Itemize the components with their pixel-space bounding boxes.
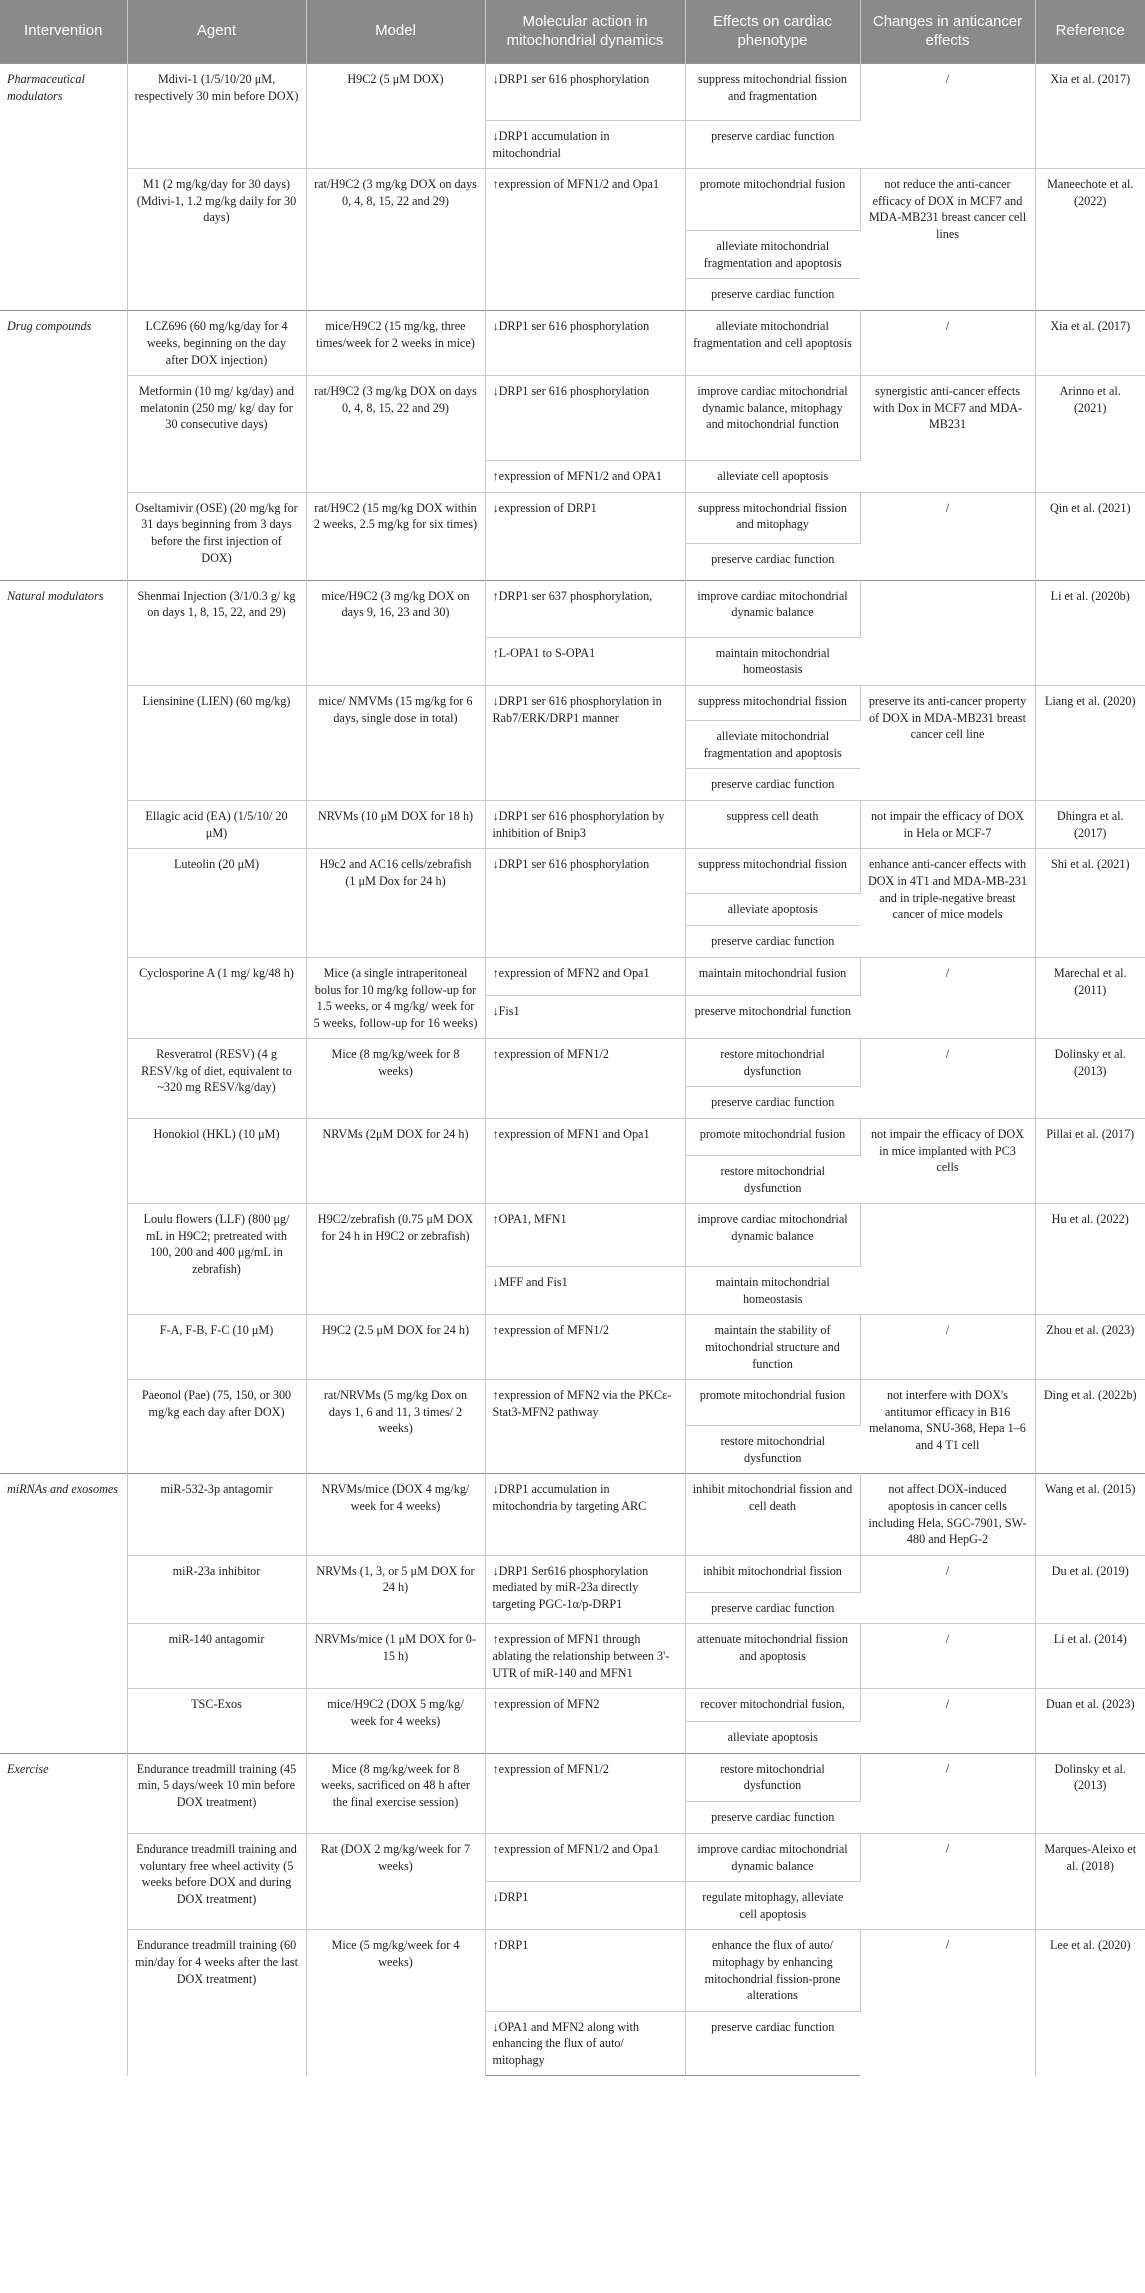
molecular-action-cell: ↓DRP1 ser 616 phosphorylation [485,311,685,376]
molecular-action-cell: ↓OPA1 and MFN2 along with enhancing the flux of auto/ mitophagy [485,2011,685,2076]
agent-cell: Resveratrol (RESV) (4 g RESV/kg of diet, equivalent to ~320 mg RESV/kg/day) [127,1039,306,1119]
cardiac-effect-cell: promote mitochondrial fusion [685,1380,860,1426]
cardiac-effect-cell: maintain mitochondrial homeostasis [685,637,860,685]
reference-cell: Ding et al. (2022b) [1035,1380,1145,1474]
table-row [0,1380,1145,1426]
cardiac-effect-cell: recover mitochondrial fusion, [685,1689,860,1722]
anticancer-cell [860,580,1035,685]
reference-cell: Dhingra et al. (2017) [1035,801,1145,849]
cardiac-effect-cell: restore mitochondrial dysfunction [685,1426,860,1474]
header-molecular-action: Molecular action in mitochondrial dynamics [485,0,685,64]
reference-cell: Xia et al. (2017) [1035,64,1145,169]
model-cell: Rat (DOX 2 mg/kg/week for 7 weeks) [306,1833,485,1929]
agent-cell: Shenmai Injection (3/1/0.3 g/ kg on days 1, 8, 15, 22, and 29) [127,580,306,685]
agent-cell: Oseltamivir (OSE) (20 mg/kg for 31 days beginning from 3 days before the first injection of DOX) [127,492,306,580]
table-row [0,685,1145,720]
cardiac-effect-cell: preserve cardiac function [685,121,860,169]
model-cell: Mice (8 mg/kg/week for 8 weeks, sacrificed on 48 h after the final exercise session) [306,1753,485,1833]
molecular-action-cell: ↑expression of MFN1/2 and OPA1 [485,461,685,493]
model-cell: NRVMs (1, 3, or 5 μM DOX for 24 h) [306,1555,485,1624]
anticancer-cell: / [860,1624,1035,1689]
reference-cell: Arinno et al. (2021) [1035,376,1145,493]
model-cell: rat/NRVMs (5 mg/kg Dox on days 1, 6 and 11, 3 times/ 2 weeks) [306,1380,485,1474]
header-intervention: Intervention [0,0,127,64]
reference-cell: Li et al. (2014) [1035,1624,1145,1689]
anticancer-cell: / [860,1753,1035,1833]
cardiac-effect-cell: alleviate mitochondrial fragmentation and apoptosis [685,231,860,279]
model-cell: mice/ NMVMs (15 mg/kg for 6 days, single dose in total) [306,685,485,800]
model-cell: mice/H9C2 (DOX 5 mg/kg/ week for 4 weeks) [306,1689,485,1754]
cardiac-effect-cell: preserve cardiac function [685,543,860,580]
cardiac-effect-cell: maintain mitochondrial fusion [685,957,860,995]
table-row [0,169,1145,231]
cardiac-effect-cell: restore mitochondrial dysfunction [685,1753,860,1801]
agent-cell: Cyclosporine A (1 mg/ kg/48 h) [127,957,306,1038]
molecular-action-cell: ↑DRP1 ser 637 phosphorylation, [485,580,685,637]
reference-cell: Xia et al. (2017) [1035,311,1145,376]
table-row [0,1930,1145,2011]
cardiac-effect-cell: alleviate mitochondrial fragmentation and apoptosis [685,720,860,768]
table-row [0,849,1145,894]
molecular-action-cell: ↑expression of MFN1/2 [485,1039,685,1119]
cardiac-effect-cell: suppress mitochondrial fission and mitophagy [685,492,860,543]
molecular-action-cell: ↓DRP1 Ser616 phosphorylation mediated by miR-23a directly targeting PGC-1α/p-DRP1 [485,1555,685,1624]
molecular-action-cell: ↓DRP1 ser 616 phosphorylation [485,849,685,958]
table-row [0,376,1145,461]
cardiac-effect-cell: inhibit mitochondrial fission [685,1555,860,1592]
molecular-action-cell: ↓expression of DRP1 [485,492,685,580]
model-cell: rat/H9C2 (3 mg/kg DOX on days 0, 4, 8, 15, 22 and 29) [306,376,485,493]
agent-cell: TSC-Exos [127,1689,306,1754]
intervention-category: Natural modulators [0,580,127,1474]
cardiac-effect-cell: preserve cardiac function [685,1592,860,1624]
anticancer-cell: / [860,1555,1035,1624]
cardiac-effect-cell: maintain the stability of mitochondrial structure and function [685,1315,860,1380]
molecular-action-cell: ↑expression of MFN1 and Opa1 [485,1119,685,1204]
table-row [0,1833,1145,1881]
table-row [0,64,1145,121]
cardiac-effect-cell: preserve cardiac function [685,2011,860,2076]
reference-cell: Marechal et al. (2011) [1035,957,1145,1038]
model-cell: H9C2 (5 μM DOX) [306,64,485,169]
intervention-category: miRNAs and exosomes [0,1474,127,1753]
reference-cell: Duan et al. (2023) [1035,1689,1145,1754]
cardiac-effect-cell: maintain mitochondrial homeostasis [685,1267,860,1315]
molecular-action-cell: ↑expression of MFN1/2 and Opa1 [485,1833,685,1881]
reference-cell: Dolinsky et al. (2013) [1035,1753,1145,1833]
anticancer-cell: / [860,311,1035,376]
anticancer-cell: / [860,64,1035,169]
agent-cell: Loulu flowers (LLF) (800 μg/ mL in H9C2; pretreated with 100, 200 and 400 μg/mL in zebrafish) [127,1204,306,1315]
reference-cell: Li et al. (2020b) [1035,580,1145,685]
cardiac-effect-cell: promote mitochondrial fusion [685,169,860,231]
cardiac-effect-cell: improve cardiac mitochondrial dynamic balance [685,580,860,637]
molecular-action-cell: ↓DRP1 accumulation in mitochondria by targeting ARC [485,1474,685,1555]
agent-cell: M1 (2 mg/kg/day for 30 days) (Mdivi-1, 1.2 mg/kg daily for 30 days) [127,169,306,311]
anticancer-cell: preserve its anti-cancer property of DOX in MDA-MB231 breast cancer cell line [860,685,1035,800]
molecular-action-cell: ↓DRP1 ser 616 phosphorylation [485,64,685,121]
anticancer-cell: / [860,492,1035,580]
table-row [0,1555,1145,1592]
anticancer-cell: / [860,1833,1035,1929]
model-cell: NRVMs (2μM DOX for 24 h) [306,1119,485,1204]
anticancer-cell: not impair the efficacy of DOX in Hela or MCF-7 [860,801,1035,849]
reference-cell: Zhou et al. (2023) [1035,1315,1145,1380]
table-body [0,64,1145,2076]
model-cell: H9C2/zebrafish (0.75 μM DOX for 24 h in H9C2 or zebrafish) [306,1204,485,1315]
model-cell: NRVMs (10 μM DOX for 18 h) [306,801,485,849]
agent-cell: miR-140 antagomir [127,1624,306,1689]
model-cell: NRVMs/mice (DOX 4 mg/kg/ week for 4 weeks) [306,1474,485,1555]
cardiac-effect-cell: enhance the flux of auto/ mitophagy by enhancing mitochondrial fission-prone alterations [685,1930,860,2011]
molecular-action-cell: ↓DRP1 [485,1882,685,1930]
table-row [0,311,1145,376]
molecular-action-cell: ↓DRP1 ser 616 phosphorylation [485,376,685,461]
anticancer-cell: not impair the efficacy of DOX in mice implanted with PC3 cells [860,1119,1035,1204]
model-cell: H9c2 and AC16 cells/zebrafish (1 μM Dox for 24 h) [306,849,485,958]
reference-cell: Marques-Aleixo et al. (2018) [1035,1833,1145,1929]
molecular-action-cell: ↑expression of MFN1/2 [485,1315,685,1380]
cardiac-effect-cell: alleviate apoptosis [685,1722,860,1754]
model-cell: H9C2 (2.5 μM DOX for 24 h) [306,1315,485,1380]
reference-cell: Dolinsky et al. (2013) [1035,1039,1145,1119]
molecular-action-cell: ↑expression of MFN2 and Opa1 [485,957,685,995]
anticancer-cell: / [860,1039,1035,1119]
intervention-category: Pharmaceutical modulators [0,64,127,311]
molecular-action-cell: ↑expression of MFN1/2 and Opa1 [485,169,685,311]
anticancer-cell: not interfere with DOX's antitumor efficacy in B16 melanoma, SNU-368, Hepa 1–6 and 4 T1 cell [860,1380,1035,1474]
anticancer-cell: not reduce the anti-cancer efficacy of DOX in MCF7 and MDA-MB231 breast cancer cell lines [860,169,1035,311]
anticancer-cell [860,1204,1035,1315]
molecular-action-cell: ↑expression of MFN1/2 [485,1753,685,1833]
model-cell: NRVMs/mice (1 μM DOX for 0-15 h) [306,1624,485,1689]
anticancer-cell: / [860,1315,1035,1380]
agent-cell: Luteolin (20 μM) [127,849,306,958]
cardiac-effect-cell: alleviate apoptosis [685,894,860,926]
anticancer-cell: not affect DOX-induced apoptosis in cancer cells including Hela, SGC-7901, SW-480 and HepG-2 [860,1474,1035,1555]
agent-cell: Paeonol (Pae) (75, 150, or 300 mg/kg each day after DOX) [127,1380,306,1474]
reference-cell: Hu et al. (2022) [1035,1204,1145,1315]
cardiac-effect-cell: suppress mitochondrial fission [685,685,860,720]
cardiac-effect-cell: preserve cardiac function [685,925,860,957]
molecular-action-cell: ↓DRP1 ser 616 phosphorylation by inhibition of Bnip3 [485,801,685,849]
cardiac-effect-cell: improve cardiac mitochondrial dynamic balance, mitophagy and mitochondrial function [685,376,860,461]
anticancer-cell: synergistic anti-cancer effects with Dox in MCF7 and MDA-MB231 [860,376,1035,493]
model-cell: Mice (5 mg/kg/week for 4 weeks) [306,1930,485,2076]
table-row [0,1474,1145,1555]
header-reference: Reference [1035,0,1145,64]
molecular-action-cell: ↓MFF and Fis1 [485,1267,685,1315]
reference-cell: Lee et al. (2020) [1035,1930,1145,2076]
cardiac-effect-cell: promote mitochondrial fusion [685,1119,860,1156]
agent-cell: miR-532-3p antagomir [127,1474,306,1555]
model-cell: Mice (8 mg/kg/week for 8 weeks) [306,1039,485,1119]
molecular-action-cell: ↑expression of MFN2 via the PKCε-Stat3-MFN2 pathway [485,1380,685,1474]
intervention-category: Exercise [0,1753,127,2076]
agent-cell: Endurance treadmill training (45 min, 5 days/week 10 min before DOX treatment) [127,1753,306,1833]
anticancer-cell: / [860,1930,1035,2076]
agent-cell: Metformin (10 mg/ kg/day) and melatonin (250 mg/ kg/ day for 30 consecutive days) [127,376,306,493]
anticancer-cell: / [860,957,1035,1038]
molecular-action-cell: ↓Fis1 [485,995,685,1039]
molecular-action-cell: ↓DRP1 ser 616 phosphorylation in Rab7/ERK/DRP1 manner [485,685,685,800]
cardiac-effect-cell: preserve cardiac function [685,1801,860,1833]
intervention-category: Drug compounds [0,311,127,580]
cardiac-effect-cell: preserve mitochondrial function [685,995,860,1039]
model-cell: rat/H9C2 (15 mg/kg DOX within 2 weeks, 2.5 mg/kg for six times) [306,492,485,580]
table-header [0,0,1145,64]
anticancer-cell: / [860,1689,1035,1754]
header-model: Model [306,0,485,64]
agent-cell: Mdivi-1 (1/5/10/20 μM, respectively 30 min before DOX) [127,64,306,169]
table-row [0,1753,1145,1801]
agent-cell: LCZ696 (60 mg/kg/day for 4 weeks, beginning on the day after DOX injection) [127,311,306,376]
reference-cell: Du et al. (2019) [1035,1555,1145,1624]
reference-cell: Maneechote et al. (2022) [1035,169,1145,311]
header-anticancer-effects: Changes in anticancer effects [860,0,1035,64]
table-row [0,801,1145,849]
table-row [0,1119,1145,1156]
cardiac-effect-cell: suppress mitochondrial fission and fragmentation [685,64,860,121]
cardiac-effect-cell: suppress cell death [685,801,860,849]
table-row [0,1315,1145,1380]
agent-cell: Endurance treadmill training (60 min/day for 4 weeks after the last DOX treatment) [127,1930,306,2076]
table-row [0,957,1145,995]
molecular-action-cell: ↑expression of MFN2 [485,1689,685,1754]
header-row [0,0,1145,64]
model-cell: mice/H9C2 (3 mg/kg DOX on days 9, 16, 23 and 30) [306,580,485,685]
header-agent: Agent [127,0,306,64]
table-row [0,1624,1145,1689]
model-cell: mice/H9C2 (15 mg/kg, three times/week for 2 weeks in mice) [306,311,485,376]
cardiac-effect-cell: preserve cardiac function [685,769,860,801]
table-row [0,580,1145,637]
reference-cell: Qin et al. (2021) [1035,492,1145,580]
cardiac-effect-cell: suppress mitochondrial fission [685,849,860,894]
molecular-action-cell: ↑DRP1 [485,1930,685,2011]
model-cell: Mice (a single intraperitoneal bolus for 10 mg/kg follow-up for 1.5 weeks, or 4 mg/kg/ week for 5 weeks, follow-up for 16 weeks) [306,957,485,1038]
anticancer-cell: enhance anti-cancer effects with DOX in 4T1 and MDA-MB-231 and in triple-negative breast cancer of mice models [860,849,1035,958]
agent-cell: Endurance treadmill training and voluntary free wheel activity (5 weeks before DOX and during DOX treatment) [127,1833,306,1929]
cardiac-effect-cell: improve cardiac mitochondrial dynamic balance [685,1204,860,1267]
cardiac-effect-cell: improve cardiac mitochondrial dynamic balance [685,1833,860,1881]
reference-cell: Pillai et al. (2017) [1035,1119,1145,1204]
cardiac-effect-cell: alleviate cell apoptosis [685,461,860,493]
model-cell: rat/H9C2 (3 mg/kg DOX on days 0, 4, 8, 15, 22 and 29) [306,169,485,311]
cardiac-effect-cell: restore mitochondrial dysfunction [685,1039,860,1087]
table-row [0,1204,1145,1267]
agent-cell: F-A, F-B, F-C (10 μM) [127,1315,306,1380]
molecular-action-cell: ↓DRP1 accumulation in mitochondrial [485,121,685,169]
cardiac-effect-cell: preserve cardiac function [685,279,860,311]
agent-cell: Liensinine (LIEN) (60 mg/kg) [127,685,306,800]
agent-cell: Honokiol (HKL) (10 μM) [127,1119,306,1204]
reference-cell: Wang et al. (2015) [1035,1474,1145,1555]
cardiac-effect-cell: attenuate mitochondrial fission and apoptosis [685,1624,860,1689]
reference-cell: Liang et al. (2020) [1035,685,1145,800]
table-row [0,1039,1145,1087]
table-row [0,1689,1145,1722]
header-cardiac-effects: Effects on cardiac phenotype [685,0,860,64]
cardiac-effect-cell: regulate mitophagy, alleviate cell apoptosis [685,1882,860,1930]
reference-cell: Shi et al. (2021) [1035,849,1145,958]
cardiac-effect-cell: inhibit mitochondrial fission and cell death [685,1474,860,1555]
table-row [0,492,1145,543]
cardiac-effect-cell: alleviate mitochondrial fragmentation and cell apoptosis [685,311,860,376]
agent-cell: Ellagic acid (EA) (1/5/10/ 20 μM) [127,801,306,849]
molecular-action-cell: ↑expression of MFN1 through ablating the relationship between 3'-UTR of miR-140 and MFN1 [485,1624,685,1689]
molecular-action-cell: ↑L-OPA1 to S-OPA1 [485,637,685,685]
molecular-action-cell: ↑OPA1, MFN1 [485,1204,685,1267]
agent-cell: miR-23a inhibitor [127,1555,306,1624]
cardiac-effect-cell: restore mitochondrial dysfunction [685,1156,860,1204]
cardiac-effect-cell: preserve cardiac function [685,1087,860,1119]
